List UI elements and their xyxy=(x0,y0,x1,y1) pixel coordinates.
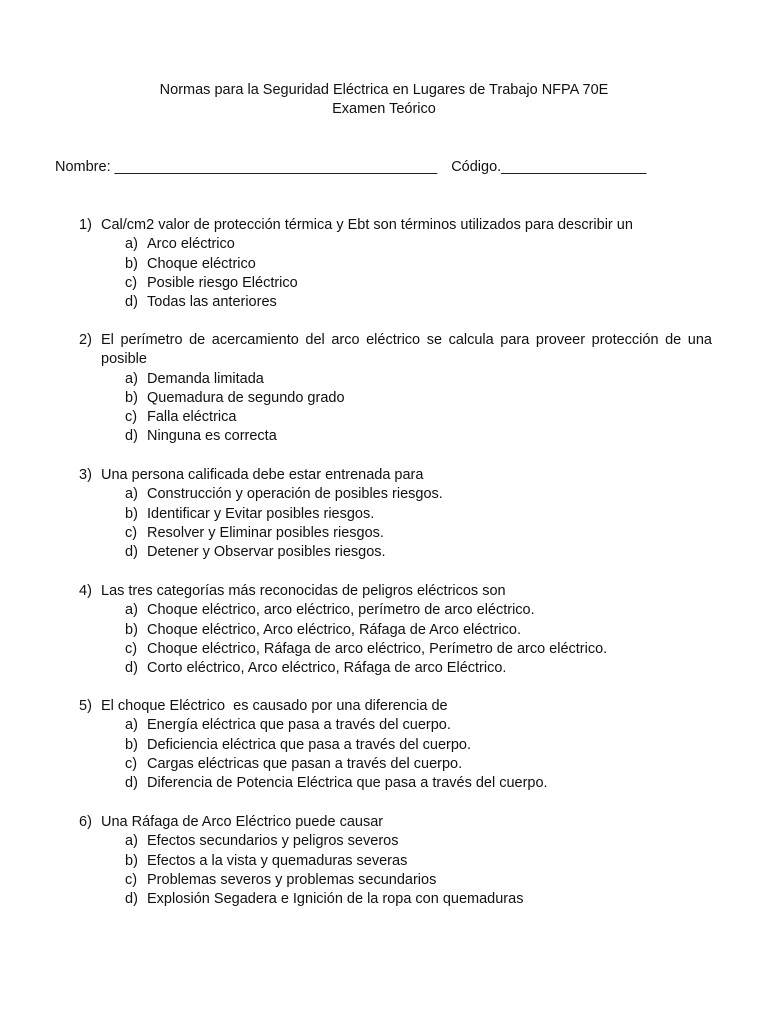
answer-option xyxy=(79,852,712,871)
option-letter: a) xyxy=(125,833,138,850)
answer-option xyxy=(79,601,712,620)
option-text: Identificar y Evitar posibles riesgos. xyxy=(147,505,375,522)
option-text: Choque eléctrico, Arco eléctrico, Ráfaga de Arco eléctrico. xyxy=(147,621,521,638)
answer-options xyxy=(79,370,712,447)
option-text: Choque eléctrico, Ráfaga de arco eléctrico, Perímetro de arco eléctrico. xyxy=(147,640,608,657)
option-letter: b) xyxy=(125,736,138,753)
option-text: Corto eléctrico, Arco eléctrico, Ráfaga de arco Eléctrico. xyxy=(147,660,507,677)
option-letter: c) xyxy=(125,274,138,291)
option-letter: c) xyxy=(125,640,138,657)
answer-option xyxy=(79,524,712,543)
option-text: Todas las anteriores xyxy=(147,294,277,311)
option-letter: d) xyxy=(125,294,138,311)
answer-option xyxy=(79,274,712,293)
option-text: Diferencia de Potencia Eléctrica que pasa a través del cuerpo. xyxy=(147,775,548,792)
question-3 xyxy=(79,466,712,562)
option-text: Demanda limitada xyxy=(147,370,264,387)
option-text: Explosión Segadera e Ignición de la ropa con quemaduras xyxy=(147,891,524,908)
option-text: Cargas eléctricas que pasan a través del cuerpo. xyxy=(147,755,463,772)
option-text: Choque eléctrico xyxy=(147,255,256,272)
answer-option xyxy=(79,543,712,562)
option-letter: c) xyxy=(125,524,138,541)
answer-option xyxy=(79,408,712,427)
question-6 xyxy=(79,813,712,909)
question-stem xyxy=(79,466,712,485)
answer-option xyxy=(79,505,712,524)
option-letter: b) xyxy=(125,852,138,869)
option-text: Efectos secundarios y peligros severos xyxy=(147,833,399,850)
answer-option xyxy=(79,427,712,446)
option-letter: a) xyxy=(125,717,138,734)
option-letter: d) xyxy=(125,544,138,561)
question-stem xyxy=(79,813,712,832)
option-letter: b) xyxy=(125,621,138,638)
option-letter: c) xyxy=(125,755,138,772)
question-number: 5) xyxy=(79,698,92,714)
answer-option xyxy=(79,235,712,254)
option-letter: a) xyxy=(125,486,138,503)
document-title: Normas para la Seguridad Eléctrica en Lugares de Trabajo NFPA 70E xyxy=(159,82,609,98)
answer-options xyxy=(79,716,712,793)
question-number: 3) xyxy=(79,467,92,483)
option-text: Choque eléctrico, arco eléctrico, perímetro de arco eléctrico. xyxy=(147,602,535,619)
option-text: Energía eléctrica que pasa a través del cuerpo. xyxy=(147,717,451,734)
question-text: Una persona calificada debe estar entrenada para xyxy=(101,467,424,483)
question-2 xyxy=(79,331,712,447)
option-text: Deficiencia eléctrica que pasa a través del cuerpo. xyxy=(147,736,472,753)
question-stem xyxy=(79,216,712,235)
student-info-line xyxy=(55,158,646,177)
question-5 xyxy=(79,697,712,793)
option-letter: d) xyxy=(125,891,138,908)
answer-option xyxy=(79,293,712,312)
answer-option xyxy=(79,485,712,504)
answer-option xyxy=(79,736,712,755)
question-stem xyxy=(79,582,712,601)
answer-option xyxy=(79,871,712,890)
option-letter: b) xyxy=(125,255,138,272)
answer-option xyxy=(79,774,712,793)
question-text: Cal/cm2 valor de protección térmica y Ebt son términos utilizados para describir un xyxy=(101,217,633,233)
question-number: 6) xyxy=(79,814,92,830)
option-text: Resolver y Eliminar posibles riesgos. xyxy=(147,524,384,541)
option-letter: b) xyxy=(125,389,138,406)
question-number: 2) xyxy=(79,332,92,348)
answer-option xyxy=(79,621,712,640)
option-letter: a) xyxy=(125,236,138,253)
question-text: Las tres categorías más reconocidas de peligros eléctricos son xyxy=(101,583,506,599)
answer-options xyxy=(79,485,712,562)
option-text: Efectos a la vista y quemaduras severas xyxy=(147,852,408,869)
answer-options xyxy=(79,601,712,678)
answer-option xyxy=(79,755,712,774)
option-letter: d) xyxy=(125,428,138,445)
option-text: Problemas severos y problemas secundarios xyxy=(147,871,437,888)
option-letter: c) xyxy=(125,871,138,888)
question-number: 1) xyxy=(79,217,92,233)
question-stem xyxy=(79,697,712,716)
document-subtitle: Examen Teórico xyxy=(332,101,436,117)
answer-option xyxy=(79,370,712,389)
option-text: Posible riesgo Eléctrico xyxy=(147,274,298,291)
answer-option xyxy=(79,255,712,274)
option-letter: b) xyxy=(125,505,138,522)
option-text: Detener y Observar posibles riesgos. xyxy=(147,544,386,561)
question-text: El perímetro de acercamiento del arco eléctrico se calcula para proveer protección de una posible xyxy=(101,332,712,368)
question-text: El choque Eléctrico es causado por una diferencia de xyxy=(101,698,448,714)
option-letter: c) xyxy=(125,409,138,426)
answer-option xyxy=(79,389,712,408)
question-text: Una Ráfaga de Arco Eléctrico puede causar xyxy=(101,814,384,830)
question-4 xyxy=(79,582,712,678)
answer-option xyxy=(79,832,712,851)
answer-option xyxy=(79,659,712,678)
option-letter: d) xyxy=(125,660,138,677)
question-1 xyxy=(79,216,712,312)
option-text: Quemadura de segundo grado xyxy=(147,389,345,406)
answer-options xyxy=(79,832,712,909)
option-text: Construcción y operación de posibles riesgos. xyxy=(147,486,443,503)
answer-option xyxy=(79,640,712,659)
option-text: Falla eléctrica xyxy=(147,409,237,426)
option-text: Ninguna es correcta xyxy=(147,428,277,445)
option-letter: a) xyxy=(125,602,138,619)
answer-option xyxy=(79,716,712,735)
option-letter: d) xyxy=(125,775,138,792)
answer-option xyxy=(79,890,712,909)
answer-options xyxy=(79,235,712,312)
option-text: Arco eléctrico xyxy=(147,236,235,253)
question-number: 4) xyxy=(79,583,92,599)
question-stem xyxy=(79,331,712,370)
name-field-label: Nombre: ________________________________________ xyxy=(55,159,438,175)
option-letter: a) xyxy=(125,370,138,387)
code-field-label: Código.__________________ xyxy=(451,159,647,175)
